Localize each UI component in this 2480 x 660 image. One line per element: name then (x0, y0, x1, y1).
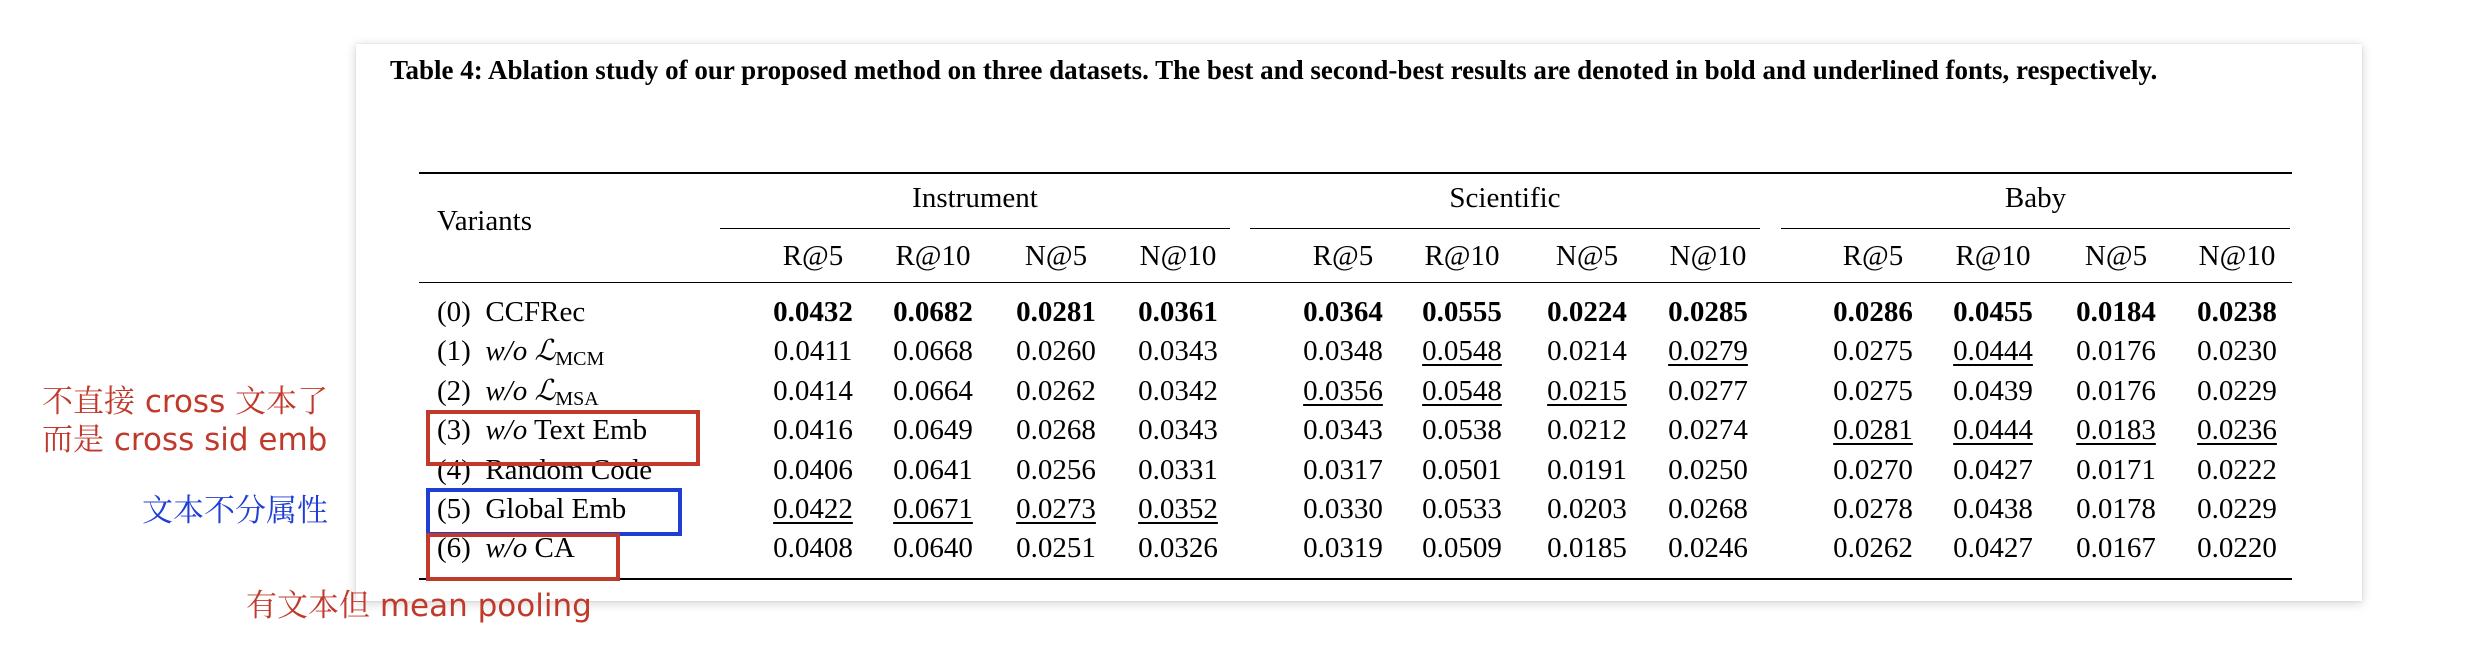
row-index: (6) (437, 532, 471, 565)
table-bottom-rule (419, 578, 2292, 580)
table-cell: 0.0278 (1833, 493, 1913, 525)
table-cell: 0.0343 (1138, 335, 1218, 368)
table-cell: 0.0215 (1547, 374, 1627, 407)
table-cell: 0.0246 (1668, 532, 1748, 565)
table-cell: 0.0281 (1833, 414, 1913, 447)
table-cell: 0.0348 (1303, 335, 1383, 368)
table-cell: 0.0364 (1303, 296, 1383, 328)
table-caption: Table 4: Ablation study of our proposed method on three datasets. The best and second-best results are denoted in bold and underlined fonts, respectively. (390, 55, 2158, 85)
row-name: Global Emb (485, 493, 627, 525)
row-prefix: w/o (485, 532, 528, 565)
table-cell: 0.0203 (1547, 493, 1627, 525)
metric-header: R@5 (782, 240, 844, 272)
table-cell: 0.0270 (1833, 453, 1913, 486)
table-cell: 0.0279 (1668, 335, 1748, 368)
table-cell: 0.0238 (2197, 296, 2277, 328)
row-prefix: w/o (485, 374, 528, 407)
table-cell: 0.0330 (1303, 493, 1383, 525)
table-cell: 0.0501 (1422, 453, 1502, 486)
table-cell: 0.0185 (1547, 532, 1627, 565)
metric-header: N@5 (2084, 240, 2148, 272)
row-index: (0) (437, 296, 471, 328)
annotation-box-ca (426, 533, 620, 581)
row-prefix: w/o (485, 414, 528, 447)
row-index: (4) (437, 453, 471, 486)
table-cell: 0.0331 (1138, 453, 1218, 486)
table-cell: 0.0191 (1547, 453, 1627, 486)
table-cell: 0.0277 (1668, 374, 1748, 407)
table-cell: 0.0178 (2076, 493, 2156, 525)
table-cell: 0.0229 (2197, 493, 2277, 525)
metric-header: R@5 (1312, 240, 1374, 272)
row-label (437, 294, 585, 330)
row-name: ℒ (534, 374, 556, 407)
table-cell: 0.0326 (1138, 532, 1218, 565)
table-cell: 0.0438 (1953, 493, 2033, 525)
table-cell: 0.0406 (773, 453, 853, 486)
metric-header: N@10 (1139, 240, 1217, 272)
row-index: (3) (437, 414, 471, 447)
annotation-note-cross-sid (42, 383, 328, 459)
row-name: Text Emb (533, 414, 648, 447)
table-cell: 0.0183 (2076, 414, 2156, 447)
table-cell: 0.0671 (893, 493, 973, 525)
metric-header: R@10 (1424, 240, 1500, 272)
group-header-instrument: Instrument (912, 182, 1038, 214)
table-cell: 0.0408 (773, 532, 853, 565)
table-cell: 0.0262 (1016, 374, 1096, 407)
row-name: CCFRec (485, 296, 586, 328)
table-cell: 0.0250 (1668, 453, 1748, 486)
row-index: (5) (437, 493, 471, 525)
row-name: Random Code (485, 453, 653, 486)
table-cell: 0.0427 (1953, 453, 2033, 486)
table-cell: 0.0222 (2197, 453, 2277, 486)
row-prefix: w/o (485, 335, 528, 368)
group-header-scientific: Scientific (1449, 182, 1561, 214)
table-cell: 0.0444 (1953, 335, 2033, 368)
table-cell: 0.0220 (2197, 532, 2277, 565)
table-cell: 0.0236 (2197, 414, 2277, 447)
table-cell: 0.0281 (1016, 296, 1096, 328)
table-cell: 0.0214 (1547, 335, 1627, 368)
table-cell: 0.0319 (1303, 532, 1383, 565)
group-rule (1250, 228, 1760, 229)
table-cell: 0.0548 (1422, 335, 1502, 368)
table-cell: 0.0274 (1668, 414, 1748, 447)
table-top-rule (419, 172, 2292, 174)
table-cell: 0.0167 (2076, 532, 2156, 565)
metric-header: N@5 (1555, 240, 1619, 272)
table-cell: 0.0455 (1953, 296, 2033, 328)
table-cell: 0.0432 (773, 296, 853, 328)
group-rule (1781, 228, 2290, 229)
table-cell: 0.0356 (1303, 374, 1383, 407)
table-cell: 0.0262 (1833, 532, 1913, 565)
table-cell: 0.0256 (1016, 453, 1096, 486)
table-cell: 0.0251 (1016, 532, 1096, 565)
table-cell: 0.0171 (2076, 453, 2156, 486)
table-cell: 0.0439 (1953, 374, 2033, 407)
metric-header: R@10 (895, 240, 971, 272)
table-cell: 0.0268 (1668, 493, 1748, 525)
table-cell: 0.0212 (1547, 414, 1627, 447)
metric-header: R@5 (1842, 240, 1904, 272)
table-cell: 0.0444 (1953, 414, 2033, 447)
annotation-box-text-emb (426, 410, 700, 466)
row-subscript: MSA (555, 387, 599, 410)
table-cell: 0.0668 (893, 335, 973, 368)
table-cell: 0.0414 (773, 374, 853, 407)
table-cell: 0.0361 (1138, 296, 1218, 328)
table-cell: 0.0343 (1303, 414, 1383, 447)
table-cell: 0.0416 (773, 414, 853, 447)
table-cell: 0.0533 (1422, 493, 1502, 525)
table-cell: 0.0273 (1016, 493, 1096, 525)
table-cell: 0.0427 (1953, 532, 2033, 565)
metric-header: N@10 (1669, 240, 1747, 272)
table-cell: 0.0275 (1833, 335, 1913, 368)
row-name: CA (534, 532, 575, 565)
annotation-box-global-emb (426, 488, 682, 536)
annotation-note-line: 而是 cross sid emb (42, 422, 328, 458)
table-cell: 0.0184 (2076, 296, 2156, 328)
row-name: ℒ (534, 335, 556, 368)
annotation-note-line: 不直接 cross 文本了 (42, 384, 329, 420)
table-cell: 0.0509 (1422, 532, 1502, 565)
table-cell: 0.0548 (1422, 374, 1502, 407)
table-cell: 0.0260 (1016, 335, 1096, 368)
table-cell: 0.0555 (1422, 296, 1502, 328)
row-subscript: MCM (555, 348, 605, 371)
table-header-rule (419, 282, 2292, 283)
table-cell: 0.0352 (1138, 493, 1218, 525)
metric-header: R@10 (1955, 240, 2031, 272)
table-cell: 0.0229 (2197, 374, 2277, 407)
table-cell: 0.0640 (893, 532, 973, 565)
table-cell: 0.0285 (1668, 296, 1748, 328)
table-cell: 0.0317 (1303, 453, 1383, 486)
group-header-baby: Baby (2004, 182, 2067, 214)
table-cell: 0.0641 (893, 453, 973, 486)
table-cell: 0.0275 (1833, 374, 1913, 407)
metric-header: N@5 (1024, 240, 1088, 272)
row-index: (1) (437, 335, 471, 368)
metric-header: N@10 (2198, 240, 2276, 272)
table-cell: 0.0224 (1547, 296, 1627, 328)
row-label (437, 333, 604, 377)
table-cell: 0.0664 (893, 374, 973, 407)
table-cell: 0.0422 (773, 493, 853, 525)
row-index: (2) (437, 374, 471, 407)
table-cell: 0.0682 (893, 296, 973, 328)
table-cell: 0.0538 (1422, 414, 1502, 447)
table-cell: 0.0286 (1833, 296, 1913, 328)
table-cell: 0.0176 (2076, 374, 2156, 407)
table-cell: 0.0343 (1138, 414, 1218, 447)
table-cell: 0.0268 (1016, 414, 1096, 447)
variants-header: Variants (437, 205, 533, 237)
table-cell: 0.0342 (1138, 374, 1218, 407)
table-cell: 0.0411 (773, 335, 853, 368)
annotation-note-attribute: 文本不分属性 (142, 493, 328, 529)
annotation-note-mean-pooling: 有文本但 mean pooling (246, 588, 592, 624)
table-cell: 0.0176 (2076, 335, 2156, 368)
group-rule (720, 228, 1230, 229)
table-cell: 0.0230 (2197, 335, 2277, 368)
table-cell: 0.0649 (893, 414, 973, 447)
